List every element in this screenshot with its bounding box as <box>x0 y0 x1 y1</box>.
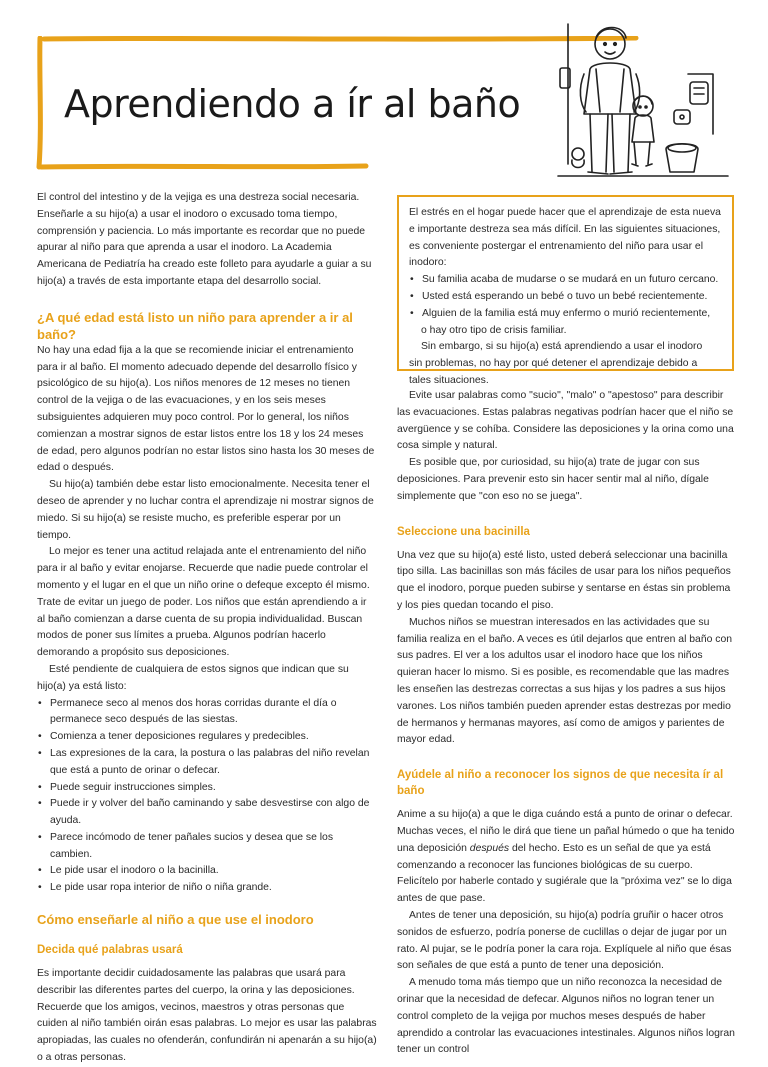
intro-paragraph: El control del intestino y de la vejiga es una destreza social necesaria. Enseñarle a su hijo(a) a usar el inodoro o excusado toma tiempo, comprensión y paciencia. Lo más importante es recordar que no puede apurar al niño para que aprenda a usar el inodoro. La Academia Americana de Pediatría ha creado este folleto para ayudarle a guiar a su hijo(a) a través de esta importante etapa del desarrollo social. <box>37 192 372 287</box>
paragraph: Lo mejor es tener una actitud relajada ante el entrenamiento del niño para ir al baño y evitar enojarse. Recuerde que nadie puede controlar el momento y el lugar en el que un niño orine o defeque excepto él mismo. Trate de evitar un juego de poder. Los niños que están aprendiendo a ir al baño comienzan a darse cuenta de su propia individualidad. Buscan modos de poner sus límites a prueba. Algunos podrían hacerlo demorando a propósito sus deposiciones. <box>37 546 370 659</box>
list-item: • Puede seguir instrucciones simples. <box>37 780 377 797</box>
paragraph: Es posible que, por curiosidad, su hijo(a) trate de jugar con sus deposiciones. Para prevenir esto sin hacer sentir mal al niño, dígale simplemente que "con eso no se juega". <box>397 457 709 502</box>
box-closing-line: tales situaciones. <box>409 374 489 386</box>
subheading-potty: Seleccione una bacinilla <box>397 525 530 538</box>
heading-readiness-age: ¿A qué edad está listo un niño para aprender a ir al baño? <box>37 309 353 342</box>
list-item: • Las expresiones de la cara, la postura o las palabras del niño revelan que está a punto de orinar o defecar. <box>37 746 377 780</box>
paragraph: A menudo toma más tiempo que un niño reconozca la necesidad de orinar que la necesidad de defecar. Algunos niños no logran tener un control completo de la vejiga por muchos meses después de haber aprendido a controlar las evacuaciones intestinales. Algunos niños logran tener un control <box>397 977 735 1056</box>
list-item: • Usted está esperando un bebé o tuvo un bebé recientemente. <box>409 289 722 306</box>
list-item: • Le pide usar ropa interior de niño o niña grande. <box>37 880 377 897</box>
box-closing-line: Sin embargo, si su hijo(a) está aprendiendo a usar el inodoro <box>421 341 703 353</box>
paragraph: Antes de tener una deposición, su hijo(a) podría gruñir o hacer otros sonidos de esfuerzo, podría ponerse de cuclillas o dejar de jugar por un rato. Al pujar, se le podría poner la cara roja. Explíquele al niño que ésas son señales de que está a punto de tener una deposición. <box>397 909 732 972</box>
paragraph <box>397 807 737 908</box>
list-item: • Parece incómodo de tener pañales sucios y desea que se los cambien. <box>37 830 377 864</box>
text-run: Anime a su hijo(a) a que le diga cuándo está a punto de orinar o defecar. Muchas veces, el niño le dirá que tiene un pañal húmedo o que ha tenido una deposición <box>397 809 735 854</box>
right-column <box>397 388 737 1059</box>
list-item: • Comienza a tener deposiciones regulares y predecibles. <box>37 729 377 746</box>
list-item: • Alguien de la familia está muy enfermo o murió recientemente, <box>409 306 722 323</box>
readiness-signs-list <box>37 696 377 898</box>
paragraph: Esté pendiente de cualquiera de estos signos que indican que su hijo(a) ya está listo: <box>37 663 349 692</box>
list-item-continuation: o hay otro tipo de crisis familiar. <box>421 324 567 336</box>
stress-situations-list <box>409 272 722 322</box>
box-closing-line: sin problemas, no hay por qué detener el aprendizaje debido a <box>409 358 698 370</box>
paragraph: Es importante decidir cuidadosamente las palabras que usará para describir las diferentes partes del cuerpo, la orina y las deposiciones. Recuerde que los amigos, vecinos, maestros y otras personas que cuiden al niño también oirán esas palabras. Lo mejor es usar las palabras apropiadas, las cuales no ofenderán, confundirán ni apenarán a su hijo(a) o a otras personas. <box>37 968 377 1064</box>
subheading-recognize-signs: Ayúdele al niño a reconocer los signos de que necesita ír al baño <box>397 769 724 798</box>
stress-callout-box <box>397 195 734 386</box>
left-column <box>37 190 377 1067</box>
page-title: Aprendiendo a ír al baño <box>64 82 521 126</box>
paragraph: Muchos niños se muestran interesados en las actividades que su familia realiza en el baño. A veces es útil dejarlos que entren al baño con sus padres. El ver a los adultos usar el inodoro hace que los niños quieran hacer lo mismo. Si es posible, es recomendable que las madres les enseñen las destrezas correctas a sus hijas y los padres a sus hijos varones. Los niños también pueden aprender estas destrezas por medio de hermanos y hermanas mayores, así como de amigos y parientes de mayor edad. <box>397 616 733 746</box>
list-item: • Permanece seco al menos dos horas corridas durante el día o permanece seco después de las siestas. <box>37 696 377 730</box>
list-item: • Puede ir y volver del baño caminando y sabe desvestirse con algo de ayuda. <box>37 796 377 830</box>
parent-and-child-bathroom-illustration <box>538 14 744 184</box>
paragraph: Una vez que su hijo(a) esté listo, usted deberá seleccionar una bacinilla tipo silla. Las bacinillas son más fáciles de usar para los niños pequeños que el inodoro, porque pueden subirse y sentarse en éstas sin problema y los pies quedan tocando el piso. <box>397 549 731 611</box>
subheading-words: Decida qué palabras usará <box>37 944 183 957</box>
box-intro: El estrés en el hogar puede hacer que el aprendizaje de esta nueva e importante destreza sea más difícil. En las siguientes situaciones, es conveniente postergar el entrenamiento del niño para usar el inodoro: <box>409 207 721 269</box>
text-run: del hecho. Esto es un señal de que ya está comenzando a reconocer las funciones biológicas de su cuerpo. Felicítelo por haberle contado y sugiérale que la "próxima vez" se lo diga antes de que pase. <box>397 842 732 905</box>
paragraph: Su hijo(a) también debe estar listo emocionalmente. Necesita tener el deseo de aprender y no luchar contra el aprendizaje ni mostrar signos de miedo. Si su hijo(a) se resiste mucho, es preferible esperar por un tiempo. <box>37 479 374 541</box>
heading-how-to-teach: Cómo enseñarle al niño a que use el inodoro <box>37 912 314 928</box>
list-item: • Le pide usar el inodoro o la bacinilla. <box>37 863 377 880</box>
paragraph: No hay una edad fija a la que se recomiende iniciar el entrenamiento para ir al baño. El momento adecuado depende del desarrollo físico y psicológico de su hijo(a). Los niños menores de 12 meses no tienen control de la vejiga o de las evacuaciones, y en los seis meses subsiguientes adquieren muy poco control. Por lo general, los niños comienzan a mostrar signos de estar listos entre los 18 y los 24 meses de edad, pero algunos podrían no estar listos sino hasta los 30 meses de edad o después. <box>37 344 375 474</box>
emphasis-text: después <box>469 842 510 854</box>
list-item: • Su familia acaba de mudarse o se mudará en un futuro cercano. <box>409 272 722 289</box>
paragraph: Evite usar palabras como "sucio", "malo" o "apestoso" para describir las evacuaciones. Estas palabras negativas podrían hacer que el niño se avergüence y se cohíba. Considere las deposiciones y la orina como una cosa simple y natural. <box>397 390 734 452</box>
